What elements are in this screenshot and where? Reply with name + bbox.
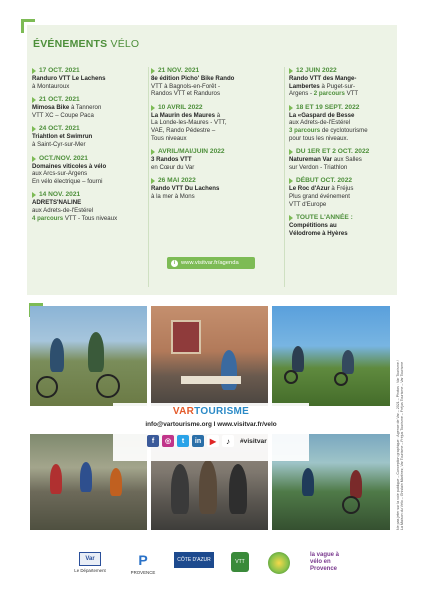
arrow-icon [151,68,155,74]
arrow-icon [32,192,36,198]
wheel-shape [284,370,298,384]
person-shape [171,464,189,514]
partner-logos [68,548,368,584]
cote-azur-logo: CÔTE D'AZUR [172,552,216,570]
brand-contact-bar [113,403,309,461]
event-item: DU 1ER ET 2 OCT. 2022 Natureman Var aux Salles sur Verdon - Triathlon [289,148,370,171]
event-item: 24 OCT. 2021 Triahtlon et Swimrun à Saint-Cyr-sur-Mer [32,125,93,148]
departement-logo: Var Le Département [68,552,112,573]
contact-line[interactable]: info@vartourisme.org I www.visitvar.fr/velo [145,421,277,428]
rider-shape [292,346,304,372]
event-item: 21 NOV. 2021 8e édition Picho' Bike Rando VTT à Bagnols-en-Forêt - Randos VTT et Randuros [151,67,235,98]
event-item: 26 MAI 2022 Rando VTT Du Lachens à la mer à Mons [151,177,220,200]
vtt-label-logo: VTT [226,552,254,574]
rider-shape [350,470,362,498]
event-item: 12 JUIN 2022 Rando VTT des Mange- Lambertes à Puget-sur- Argens - 2 parcours VTT [289,67,359,98]
arrow-icon [151,178,155,184]
arrow-icon [32,68,36,74]
arrow-icon [289,215,293,221]
table-shape [181,376,241,384]
event-item: DÉBUT OCT. 2022 Le Roc d'Azur à Fréjus Plus grand événement VTT d'Europe [289,177,354,208]
person-shape [221,350,237,390]
rider-shape [80,462,92,492]
events-title: ÉVÉNEMENTS VÉLO [33,38,140,50]
arrow-icon [289,149,293,155]
arrow-icon [32,126,36,132]
events-column-3 [289,67,397,243]
event-item: TOUTE L'ANNÉE : Compétitions au Vélodrome à Hyères [289,214,353,237]
event-item: 10 AVRIL 2022 La Maurin des Maures à La Londe-les-Maures - VTT, VAE, Rando Pédestre – Tous niveaux [151,103,227,142]
arrow-icon [289,68,293,74]
corner-bracket-decoration [21,19,35,33]
rider-shape [342,350,354,374]
var-tourisme-logo: VARTOURISME [172,406,250,417]
hashtag: #visitvar [240,437,267,445]
photo-vineyard-ride [272,306,390,406]
linkedin-icon[interactable]: in [192,435,204,447]
arrow-icon [151,105,155,111]
event-item: OCT./NOV. 2021 Domaines viticoles à vélo aux Arcs-sur-Argens En vélo électrique – fourni [32,154,107,185]
event-item: 21 OCT. 2021 Mimosa Bike à Tanneron VTT XC – Coupe Paca [32,96,102,119]
event-item: 18 ET 19 SEPT. 2022 La «Gaspard de Besse aux Adrets-de-l'Estérel 3 parcours de cyclotourisme pour tous les niveaux. [289,103,368,142]
accueil-velo-logo [264,552,294,576]
rider-shape [88,332,104,372]
wheel-shape [334,372,348,386]
event-item: 17 OCT. 2021 Randuro VTT Le Lachens à Montauroux [32,67,106,90]
twitter-icon[interactable]: t [177,435,189,447]
person-shape [229,464,247,514]
social-links [147,435,267,447]
events-panel [27,25,397,295]
photo-mountain-bikers [30,306,147,406]
window-shape [171,320,201,354]
wheel-shape [342,496,360,514]
person-shape [199,460,217,514]
events-column-2 [151,67,279,207]
photo-credits: Ne pas jeter sur la voie publique – Conception graphique : Agence de Var – 2021 – Photos : Var Tourisme / La Maison du Vélo – Ghislain Martinez, Var Tourisme – Fréjus Tourisme – Fréjus Tourisme – Var Tourisme [396,360,405,530]
youtube-icon[interactable]: ▶ [207,435,219,447]
rider-shape [302,468,314,496]
facebook-icon[interactable]: f [147,435,159,447]
photo-village-terrace [151,306,268,406]
tiktok-icon[interactable]: ♪ [222,435,234,447]
event-item: AVRIL/MAI/JUIN 2022 3 Randos VTT en Cœur du Var [151,148,225,171]
rider-shape [50,338,64,372]
arrow-icon [32,97,36,103]
provence-logo: P PROVENCE [130,552,156,575]
arrow-icon [32,156,36,162]
vague-a-velo-logo: la vague à vélo en Provence [310,552,340,572]
events-column-1 [32,67,154,228]
agenda-link[interactable]: i www.visitvar.fr/agenda [167,257,255,269]
arrow-icon [151,149,155,155]
rider-shape [50,464,62,494]
rider-shape [110,468,122,496]
wheel-shape [96,374,120,398]
info-icon: i [171,260,178,267]
event-item: 14 NOV. 2021 ADRETS'NALINE aux Adrets-de-l'Estérel 4 parcours VTT - Tous niveaux [32,191,118,222]
instagram-icon[interactable]: ◎ [162,435,174,447]
arrow-icon [289,105,293,111]
arrow-icon [289,178,293,184]
wheel-shape [36,376,58,398]
column-divider [284,67,285,287]
